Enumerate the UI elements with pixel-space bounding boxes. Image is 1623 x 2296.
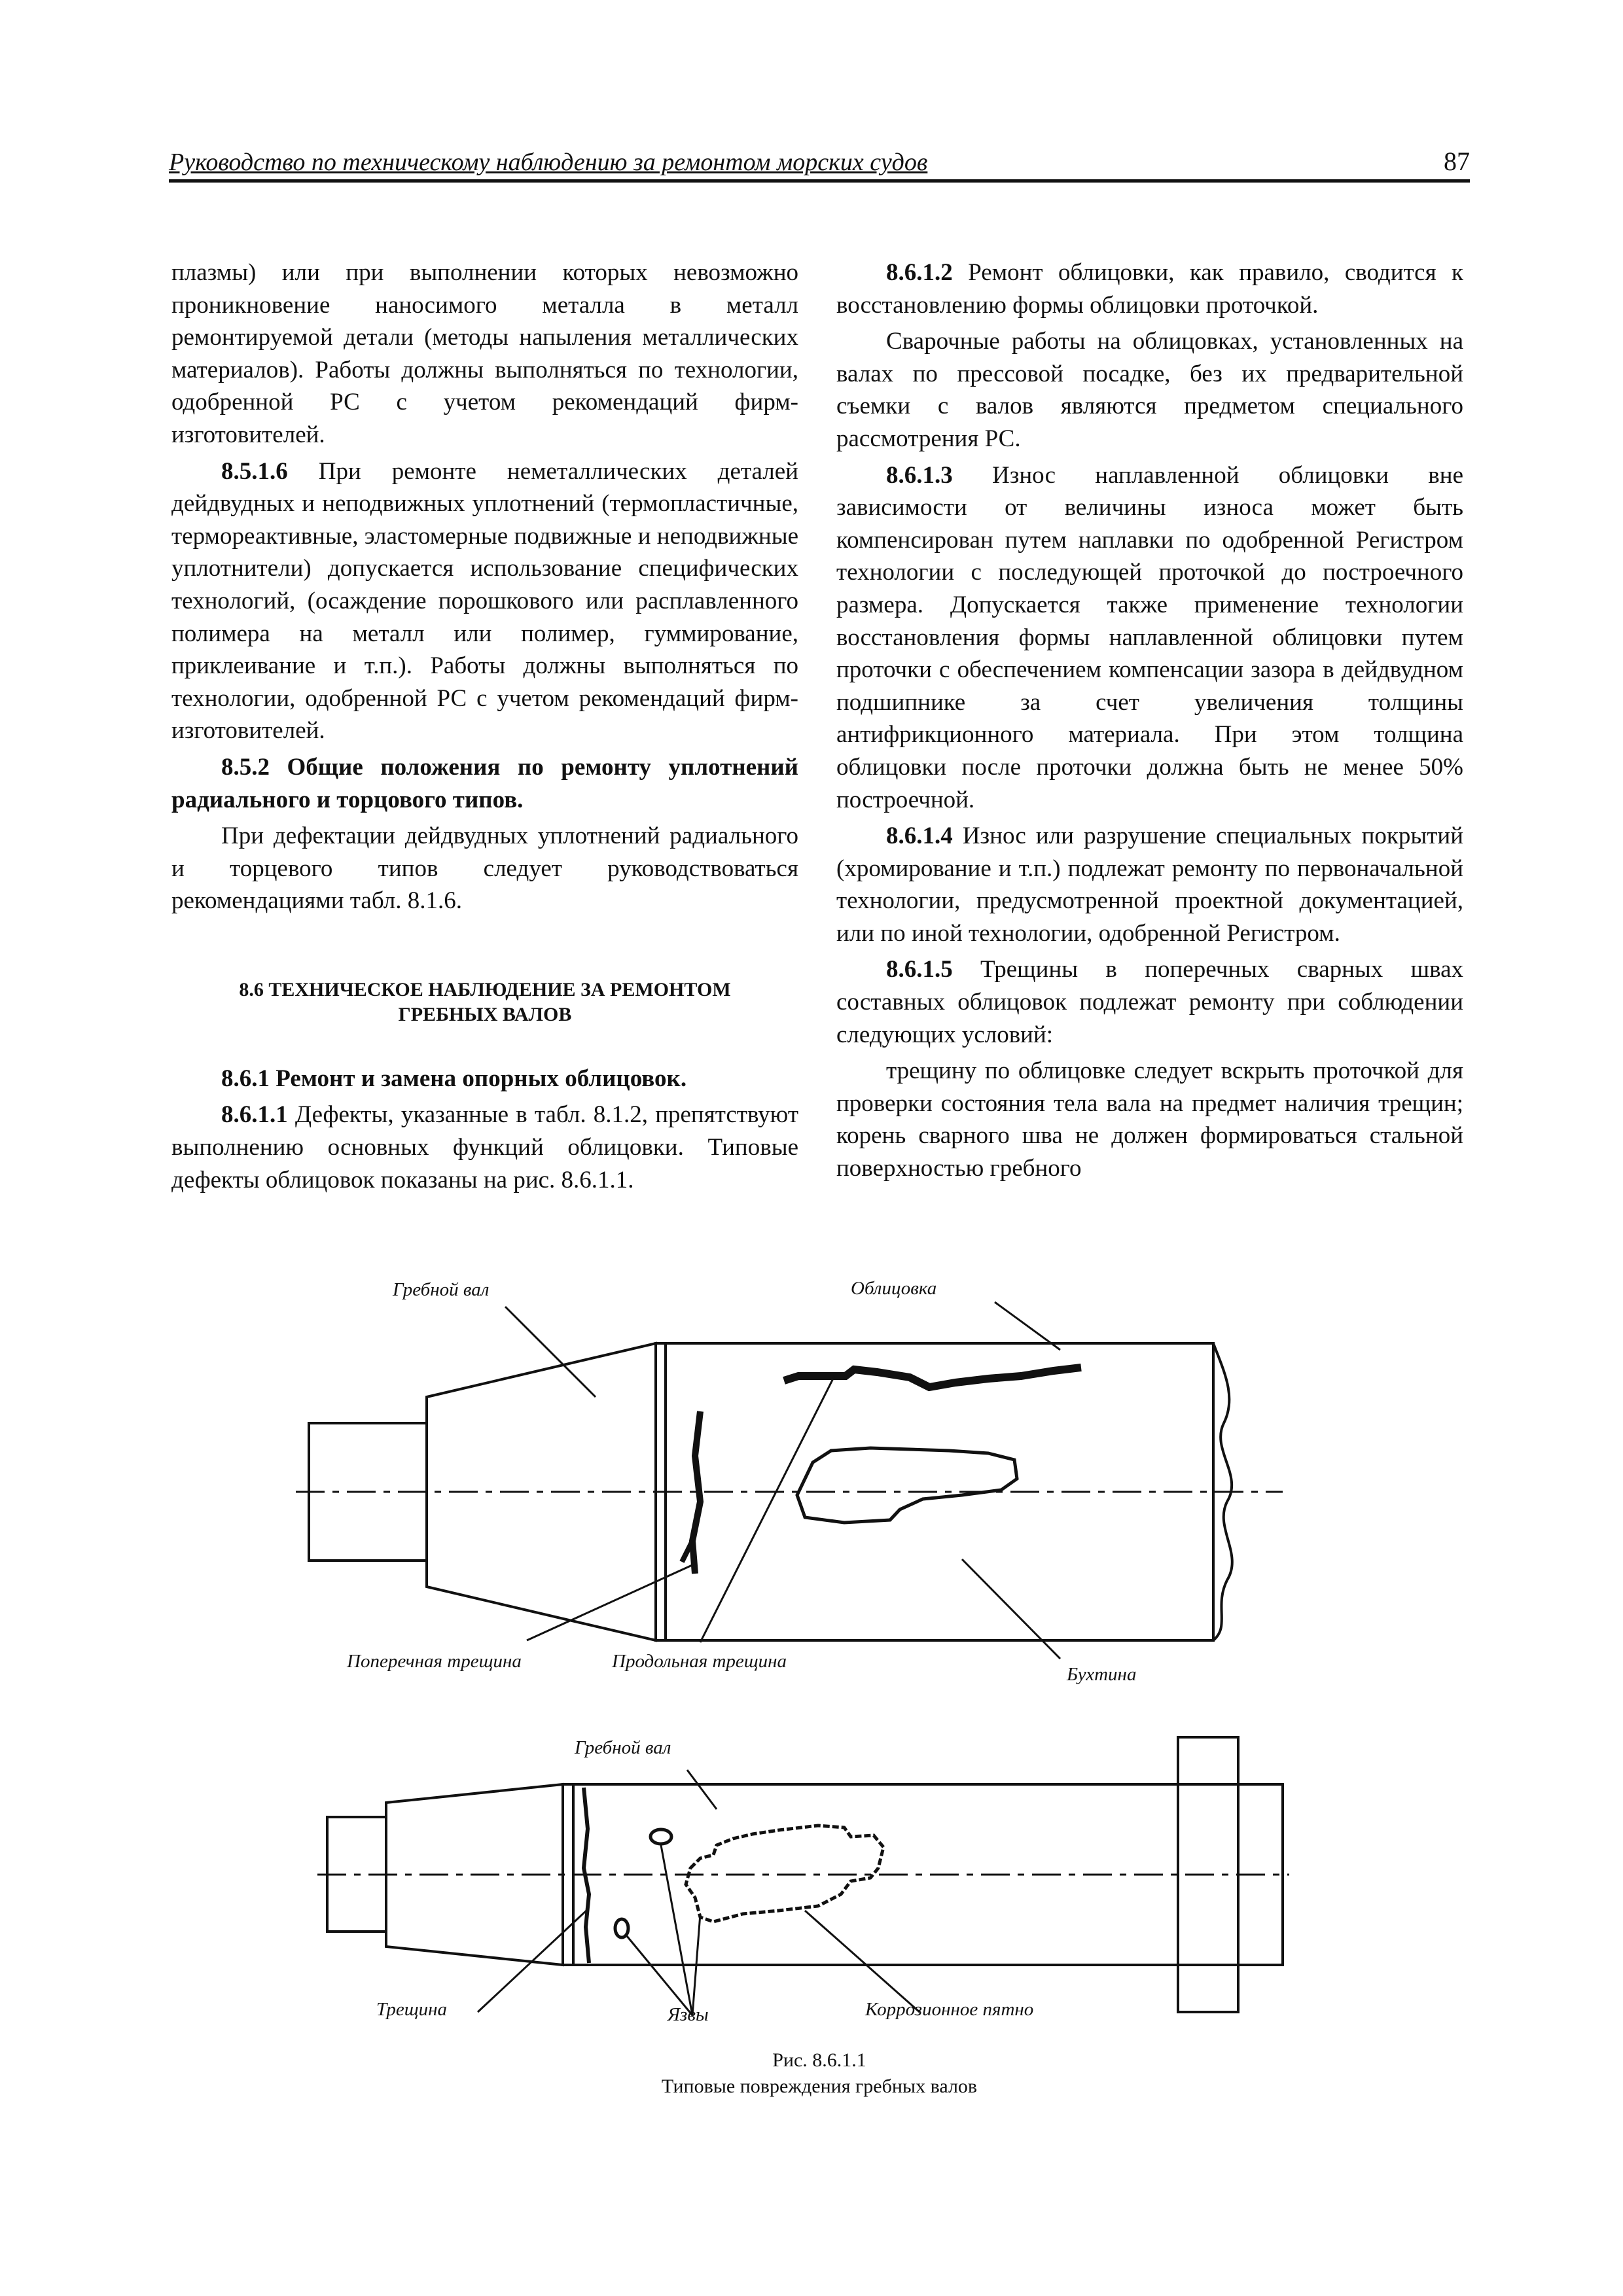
figure-caption-number: Рис. 8.6.1.1: [772, 2049, 866, 2071]
label-transverse-crack: Поперечная трещина: [347, 1651, 522, 1672]
shaft-damage-figure: [281, 1266, 1302, 2038]
label-pits: Язвы: [668, 2004, 709, 2025]
section-heading: [171, 978, 798, 1027]
clause-number: 8.6.1.1: [221, 1101, 288, 1129]
leader-shaft: [505, 1307, 596, 1397]
right-column: [836, 256, 1463, 1189]
leader-shaft: [687, 1770, 717, 1809]
section-heading-line: 8.6 ТЕХНИЧЕСКОЕ НАБЛЮДЕНИЕ ЗА РЕМОНТОМ: [239, 978, 731, 1000]
label-crack: Трещина: [376, 1999, 448, 2020]
pit: [615, 1919, 628, 1937]
clause-number: 8.6.1.3: [886, 461, 953, 489]
section-heading-line: ГРЕБНЫХ ВАЛОВ: [398, 1003, 572, 1025]
leader-longitudinal-crack: [700, 1376, 834, 1642]
leader-bulge: [962, 1559, 1060, 1659]
subsection-title: 8.6.1 Ремонт и замена опорных облицовок.: [221, 1065, 687, 1092]
paragraph: плазмы) или при выполнении которых невозможно проникновение наносимого металла в металл ремонтируемой детали (методы напыления металлических материалов). Работы должны выполняться по технологии, одобренной РС с учетом рекомендаций фирм-изготовителей.: [171, 259, 798, 448]
page-number: 87: [1444, 147, 1470, 176]
leader-corrosion: [805, 1911, 919, 2012]
page-header: [169, 143, 1470, 183]
bulge-outline: [797, 1448, 1017, 1523]
paragraph: [171, 455, 798, 747]
label-liner: Облицовка: [851, 1278, 937, 1299]
leader-pit: [661, 1845, 692, 2015]
left-column: [171, 256, 798, 1200]
paragraph-text: Дефекты, указанные в табл. 8.1.2, препятствуют выполнению основных функций облицовки. Типовые дефекты облицовок показаны на рис. 8.6.1.1.: [171, 1101, 798, 1193]
clause-number: 8.6.1.5: [886, 956, 953, 983]
paragraph: трещину по облицовке следует вскрыть проточкой для проверки состояния тела вала на предмет наличия трещин; корень сварного шва не должен формироваться стальной поверхностью гребного: [836, 1057, 1463, 1182]
paragraph: [171, 1099, 798, 1196]
paragraph-text: Износ наплавленной облицовки вне зависимости от величины износа может быть компенсирован путем наплавки по одобренной Регистром технологии с последующей проточкой до построечного размера. Допускается также применение технологии восстановления формы наплавленной облицовки путем проточки с обеспечением компенсации зазора в дейдвудном подшипнике за счет увеличения толщины антифрикционного материала. При этом толщина облицовки после проточки должна быть не менее 50% построечной.: [836, 461, 1463, 813]
top-shaft-drawing: [296, 1302, 1283, 1659]
label-corrosion: Коррозионное пятно: [865, 1999, 1034, 2020]
paragraph: [836, 459, 1463, 817]
paragraph: [836, 256, 1463, 321]
label-bulge: Бухтина: [1067, 1664, 1137, 1685]
leader-pit: [627, 1936, 692, 2015]
paragraph: При дефектации дейдвудных уплотнений радиального и торцевого типов следует руководствоваться рекомендациями табл. 8.1.6.: [171, 822, 798, 915]
clause-number: 8.6.1.4: [886, 822, 953, 850]
paragraph-text: Трещины в поперечных сварных швах составных облицовок подлежат ремонту при соблюдении следующих условий:: [836, 956, 1463, 1048]
paragraph: [836, 953, 1463, 1051]
longitudinal-crack: [784, 1368, 1081, 1387]
figure-caption-title: Типовые повреждения гребных валов: [661, 2075, 978, 2097]
clause-number: 8.6.1.2: [886, 259, 953, 286]
label-shaft: Гребной вал: [393, 1279, 490, 1300]
label-shaft-bottom: Гребной вал: [575, 1737, 671, 1758]
pit: [651, 1829, 671, 1844]
paragraph: [836, 820, 1463, 949]
paragraph-text: При ремонте неметаллических деталей дейдвудных и неподвижных уплотнений (термопластичные, термореактивные, эластомерные подвижные и неподвижные уплотнители) допускается использование специфических технологий, (осаждение порошкового или расплавленного полимера на металл или полимер, гуммирование, приклеивание и т.п.). Работы должны выполняться по технологии, одобренной РС с учетом рекомендаций фирм-изготовителей.: [171, 457, 798, 745]
bottom-shaft-drawing: [317, 1737, 1289, 2015]
paragraph-text: Износ или разрушение специальных покрытий (хромирование и т.п.) подлежат ремонту по первоначальной технологии, предусмотренной проектной документацией, или по иной технологии, одобренной Регистром.: [836, 822, 1463, 947]
paragraph-text: Ремонт облицовки, как правило, сводится к восстановлению формы облицовки проточкой.: [836, 259, 1463, 319]
paragraph: Сварочные работы на облицовках, установленных на валах по прессовой посадке, без их предварительной съемки с валов являются предметом специального рассмотрения РС.: [836, 328, 1463, 452]
clause-number: 8.5.1.6: [221, 457, 288, 485]
label-longitudinal-crack: Продольная трещина: [612, 1651, 787, 1672]
leader-crack: [478, 1911, 586, 2012]
subsection-title: 8.5.2 Общие положения по ремонту уплотнений радиального и торцового типов.: [171, 753, 798, 813]
header-title: Руководство по техническому наблюдению за ремонтом морских судов: [169, 149, 928, 176]
